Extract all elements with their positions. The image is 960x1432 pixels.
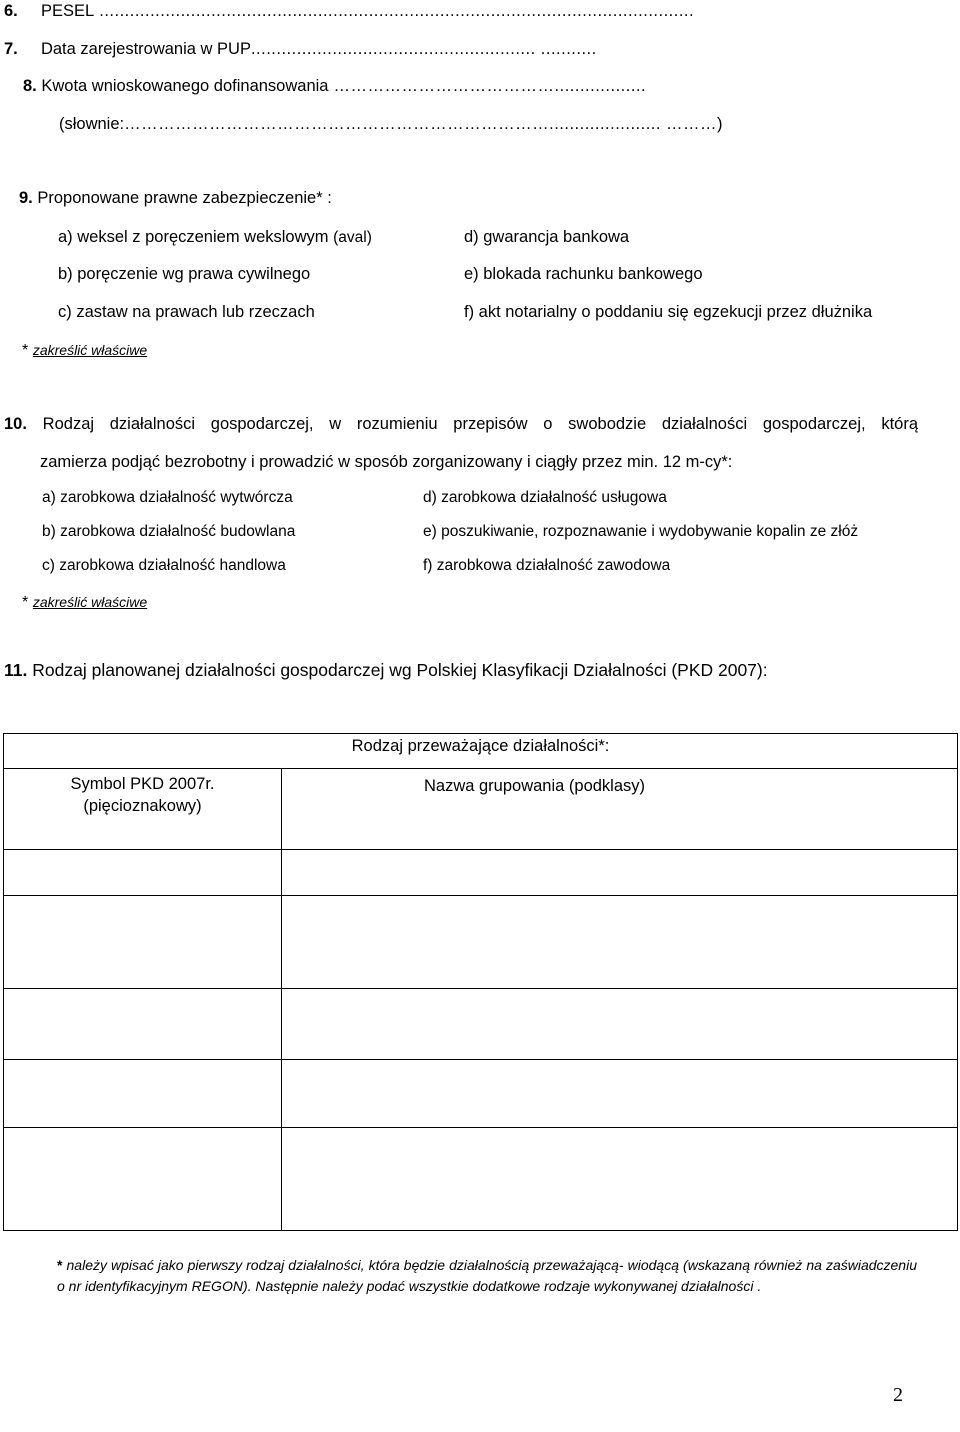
table-row <box>4 1128 958 1231</box>
table-row <box>4 989 958 1060</box>
note-star: * <box>22 342 29 359</box>
item-8 <box>23 77 646 96</box>
section-10-option-b: b) zarobkowa działalność budowlana <box>42 523 296 540</box>
pkd-name-cell[interactable] <box>282 1060 958 1128</box>
pkd-header-name-text: Nazwa grupowania (podklasy) <box>423 777 646 795</box>
pkd-name-cell[interactable] <box>282 1128 958 1231</box>
section-11-title-text: Rodzaj planowanej działalności gospodarczej wg Polskiej Klasyfikacji Działalności (PKD 2007): <box>32 660 768 680</box>
pkd-header-symbol <box>4 769 282 850</box>
section-9-option-f: f) akt notarialny o poddaniu się egzekucji przez dłużnika <box>464 303 873 321</box>
footnote-star: * <box>57 1257 63 1273</box>
pkd-name-cell[interactable] <box>282 850 958 896</box>
item-7 <box>4 40 597 59</box>
section-9-option-b: b) poręczenie wg prawa cywilnego <box>58 265 311 283</box>
pkd-header-symbol-line2: (pięcioznakowy) <box>83 797 202 815</box>
item-7-dots: ........................................................ ........... <box>250 40 597 58</box>
item-8-label: Kwota wnioskowanego dofinansowania <box>41 77 329 95</box>
section-9-option-d: d) gwarancja bankowa <box>464 228 630 246</box>
item-6-label: PESEL <box>40 2 95 20</box>
pkd-symbol-cell[interactable] <box>4 1128 282 1231</box>
option-a-text: a) weksel z poręczeniem wekslowym <box>58 228 329 246</box>
item-7-number: 7. <box>4 40 18 58</box>
section-10-line1 <box>4 415 918 434</box>
pkd-symbol-cell[interactable] <box>4 989 282 1060</box>
footnote <box>57 1255 917 1297</box>
item-8-number: 8. <box>23 77 37 95</box>
section-10-line2: zamierza podjąć bezrobotny i prowadzić w sposób zorganizowany i ciągły przez min. 12 m-cy*: <box>40 453 733 471</box>
item-8-words-label: (słownie: <box>59 115 125 133</box>
section-9-note <box>22 341 147 360</box>
aval-label: (aval) <box>333 229 372 246</box>
section-10-option-d: d) zarobkowa działalność usługowa <box>423 489 667 506</box>
section-11-title <box>4 660 768 681</box>
pkd-name-cell[interactable] <box>282 896 958 989</box>
note-star: * <box>22 594 29 611</box>
section-11-number: 11. <box>4 660 28 680</box>
section-10-line1-text: Rodzaj działalności gospodarczej, w rozumieniu przepisów o swobodzie działalności gospodarczej, którą <box>42 415 919 433</box>
page-number: 2 <box>893 1384 903 1406</box>
pkd-header-main-text: Rodzaj przeważające działalności*: <box>351 737 610 755</box>
section-9-title-text: Proponowane prawne zabezpieczenie* : <box>37 189 332 207</box>
pkd-symbol-cell[interactable] <box>4 1060 282 1128</box>
table-row <box>4 850 958 896</box>
section-9-option-e: e) blokada rachunku bankowego <box>464 265 703 283</box>
table-row <box>4 896 958 989</box>
note-text: zakreślić właściwe <box>32 594 148 610</box>
item-8-dots: ………………………………….................. <box>328 77 647 95</box>
pkd-header-main <box>4 734 958 769</box>
item-6 <box>4 2 694 21</box>
section-10-number: 10. <box>4 415 27 433</box>
section-9-title <box>19 189 332 208</box>
section-10-option-f: f) zarobkowa działalność zawodowa <box>423 557 671 574</box>
item-8-words <box>59 115 723 134</box>
item-7-label: Data zarejestrowania w PUP <box>40 40 251 58</box>
pkd-symbol-cell[interactable] <box>4 850 282 896</box>
table-row <box>4 1060 958 1128</box>
section-10-option-c: c) zarobkowa działalność handlowa <box>42 557 286 574</box>
pkd-name-cell[interactable] <box>282 989 958 1060</box>
section-9-option-a <box>58 228 372 247</box>
item-8-words-dots: …………………………………………………………………...................... ………) <box>124 115 724 133</box>
item-6-number: 6. <box>4 2 18 20</box>
item-6-dots: ..................................................................................................................... <box>94 2 695 20</box>
section-9-number: 9. <box>19 189 33 207</box>
footnote-text: należy wpisać jako pierwszy rodzaj działalności, która będzie działalnością przeważającą- wiodącą (wskazaną również na zaświadczeniu o nr identyfikacyjnym REGON). Następnie należy podać wszystkie dodatkowe rodzaje wykonywanej działalności . <box>57 1257 917 1294</box>
pkd-header-name <box>282 769 958 850</box>
pkd-table <box>3 733 958 1231</box>
section-9-option-c: c) zastaw na prawach lub rzeczach <box>58 303 315 321</box>
section-10-option-e: e) poszukiwanie, rozpoznawanie i wydobywanie kopalin ze złóż <box>423 523 859 540</box>
section-10-note <box>22 593 147 612</box>
pkd-symbol-cell[interactable] <box>4 896 282 989</box>
section-10-option-a: a) zarobkowa działalność wytwórcza <box>42 489 293 506</box>
pkd-header-symbol-line1: Symbol PKD 2007r. <box>70 775 215 793</box>
note-text: zakreślić właściwe <box>32 342 148 358</box>
